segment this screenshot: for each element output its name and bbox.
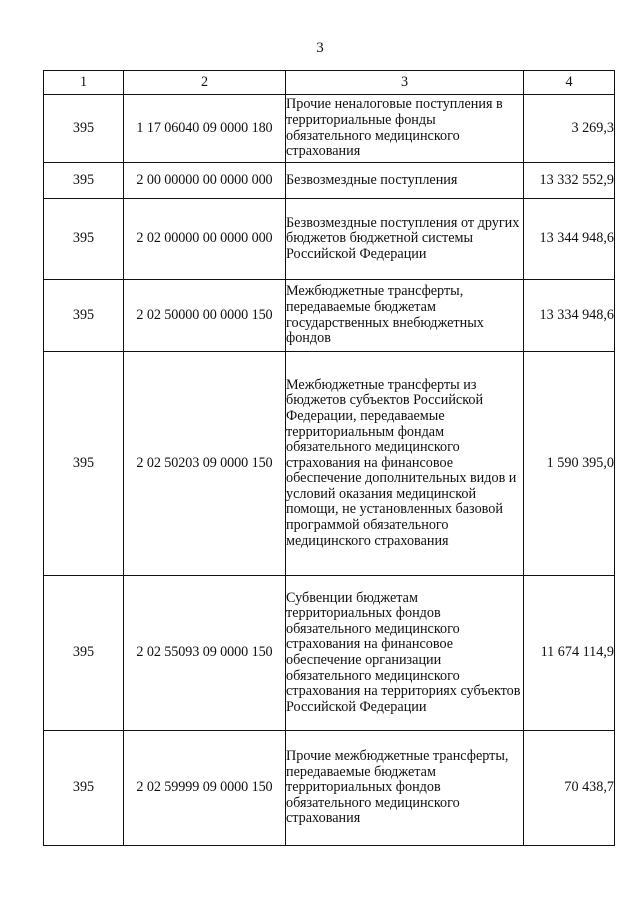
table-row (44, 731, 615, 846)
amount-cell: 13 334 948,6 (524, 280, 615, 352)
revenue-name-cell: Безвозмездные поступления (286, 163, 524, 199)
revenue-name-cell: Прочие межбюджетные трансферты, передаваемые бюджетам территориальных фондов обязательного медицинского страхования (286, 731, 524, 846)
budget-code-cell: 2 02 00000 00 0000 000 (124, 199, 286, 280)
budget-code-cell: 2 02 50203 09 0000 150 (124, 352, 286, 576)
table-row (44, 352, 615, 576)
table-row (44, 280, 615, 352)
amount-cell: 13 344 948,6 (524, 199, 615, 280)
admin-code-cell: 395 (44, 95, 124, 163)
admin-code-cell: 395 (44, 280, 124, 352)
column-header-4: 4 (524, 71, 615, 95)
amount-cell: 13 332 552,9 (524, 163, 615, 199)
admin-code-cell: 395 (44, 576, 124, 731)
budget-code-cell: 2 02 50000 00 0000 150 (124, 280, 286, 352)
budget-code-cell: 2 02 59999 09 0000 150 (124, 731, 286, 846)
budget-code-cell: 2 02 55093 09 0000 150 (124, 576, 286, 731)
budget-code-cell: 1 17 06040 09 0000 180 (124, 95, 286, 163)
amount-cell: 3 269,3 (524, 95, 615, 163)
revenue-name-cell: Межбюджетные трансферты, передаваемые бюджетам государственных внебюджетных фондов (286, 280, 524, 352)
column-header-1: 1 (44, 71, 124, 95)
table-row (44, 163, 615, 199)
revenue-name-cell: Субвенции бюджетам территориальных фондов обязательного медицинского страхования на финансовое обеспечение организации обязательного медицинского страхования на территориях субъектов Российской Федерации (286, 576, 524, 731)
page-number: 3 (316, 40, 324, 56)
revenue-name-cell: Межбюджетные трансферты из бюджетов субъектов Российской Федерации, передаваемые территориальным фондам обязательного медицинского страхования на финансовое обеспечение дополнительных видов и условий оказания медицинской помощи, не установленных базовой программой обязательного медицинского страхования (286, 352, 524, 576)
amount-cell: 70 438,7 (524, 731, 615, 846)
admin-code-cell: 395 (44, 163, 124, 199)
revenue-name-cell: Прочие неналоговые поступления в территориальные фонды обязательного медицинского страхования (286, 95, 524, 163)
revenue-name-cell: Безвозмездные поступления от других бюджетов бюджетной системы Российской Федерации (286, 199, 524, 280)
table-row (44, 199, 615, 280)
admin-code-cell: 395 (44, 731, 124, 846)
table-row (44, 576, 615, 731)
column-header-2: 2 (124, 71, 286, 95)
table-row (44, 95, 615, 163)
budget-code-cell: 2 00 00000 00 0000 000 (124, 163, 286, 199)
column-header-3: 3 (286, 71, 524, 95)
table-header-row (44, 71, 615, 95)
amount-cell: 11 674 114,9 (524, 576, 615, 731)
budget-revenue-table (43, 70, 615, 846)
admin-code-cell: 395 (44, 199, 124, 280)
amount-cell: 1 590 395,0 (524, 352, 615, 576)
admin-code-cell: 395 (44, 352, 124, 576)
